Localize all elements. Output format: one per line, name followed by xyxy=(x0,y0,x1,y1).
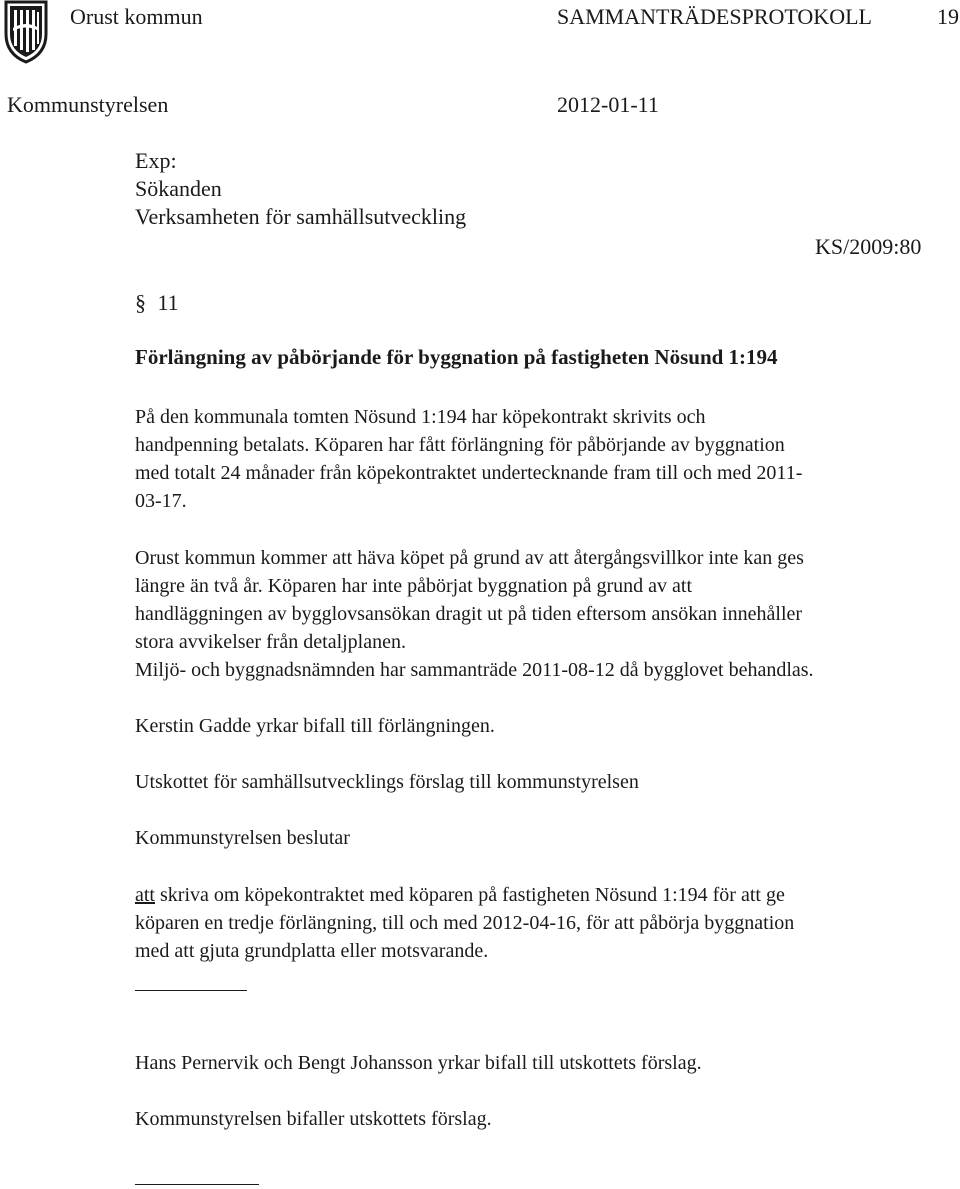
separator-line xyxy=(135,1184,259,1185)
section-number xyxy=(135,290,179,316)
text-line: handpenning betalats. Köparen har fått förlängning för påbörjande av byggnation xyxy=(135,434,785,456)
text-line: Miljö- och byggnadsnämnden har sammanträde 2011-08-12 då bygglovet behandlas. xyxy=(135,659,814,681)
paragraph-6: Hans Pernervik och Bengt Johansson yrkar bifall till utskottets förslag. xyxy=(135,1052,702,1074)
decision-text: skriva om köpekontraktet med köparen på fastigheten Nösund 1:194 för att ge xyxy=(155,884,785,906)
separator-line xyxy=(135,990,247,991)
paragraph-1 xyxy=(135,403,960,515)
exp-label: Exp: xyxy=(135,148,177,173)
page-number: 19 xyxy=(937,4,959,29)
paragraph-7: Kommunstyrelsen bifaller utskottets förslag. xyxy=(135,1108,492,1130)
paragraph-3: Kerstin Gadde yrkar bifall till förlängningen. xyxy=(135,715,495,737)
paragraph-4: Utskottet för samhällsutvecklings förslag till kommunstyrelsen xyxy=(135,771,639,793)
coat-of-arms-icon xyxy=(2,0,50,64)
page-title: Förlängning av påbörjande för byggnation på fastigheten Nösund 1:194 xyxy=(135,345,778,369)
text-line: Orust kommun kommer att häva köpet på grund av att återgångsvillkor inte kan ges xyxy=(135,547,804,569)
exp-recipient: Sökanden xyxy=(135,176,222,201)
document-type: SAMMANTRÄDESPROTOKOLL xyxy=(557,4,872,29)
meeting-date: 2012-01-11 xyxy=(557,92,659,117)
text-line: med totalt 24 månader från köpekontraktet undertecknande fram till och med 2011- xyxy=(135,462,803,484)
text-line: stora avvikelser från detaljplanen. xyxy=(135,631,406,653)
text-line: 03-17. xyxy=(135,490,187,512)
decision xyxy=(135,881,960,965)
text-line: köparen en tredje förlängning, till och med 2012-04-16, för att påbörja byggnation xyxy=(135,912,795,934)
case-reference: KS/2009:80 xyxy=(815,234,922,259)
committee-name: Kommunstyrelsen xyxy=(7,92,169,117)
paragraph-5: Kommunstyrelsen beslutar xyxy=(135,827,350,849)
decision-keyword: att xyxy=(135,884,155,906)
text-line xyxy=(135,881,960,909)
organization-name: Orust kommun xyxy=(70,4,203,29)
text-line: med att gjuta grundplatta eller motsvarande. xyxy=(135,940,489,962)
text-line: På den kommunala tomten Nösund 1:194 har köpekontrakt skrivits och xyxy=(135,406,706,428)
text-line: längre än två år. Köparen har inte påbörjat byggnation på grund av att xyxy=(135,575,693,597)
exp-recipient: Verksamheten för samhällsutveckling xyxy=(135,204,467,229)
paragraph-2 xyxy=(135,544,960,684)
section-number-value: 11 xyxy=(157,290,179,315)
section-symbol: § xyxy=(135,290,146,315)
text-line: handläggningen av bygglovsansökan dragit ut på tiden eftersom ansökan innehåller xyxy=(135,603,803,625)
